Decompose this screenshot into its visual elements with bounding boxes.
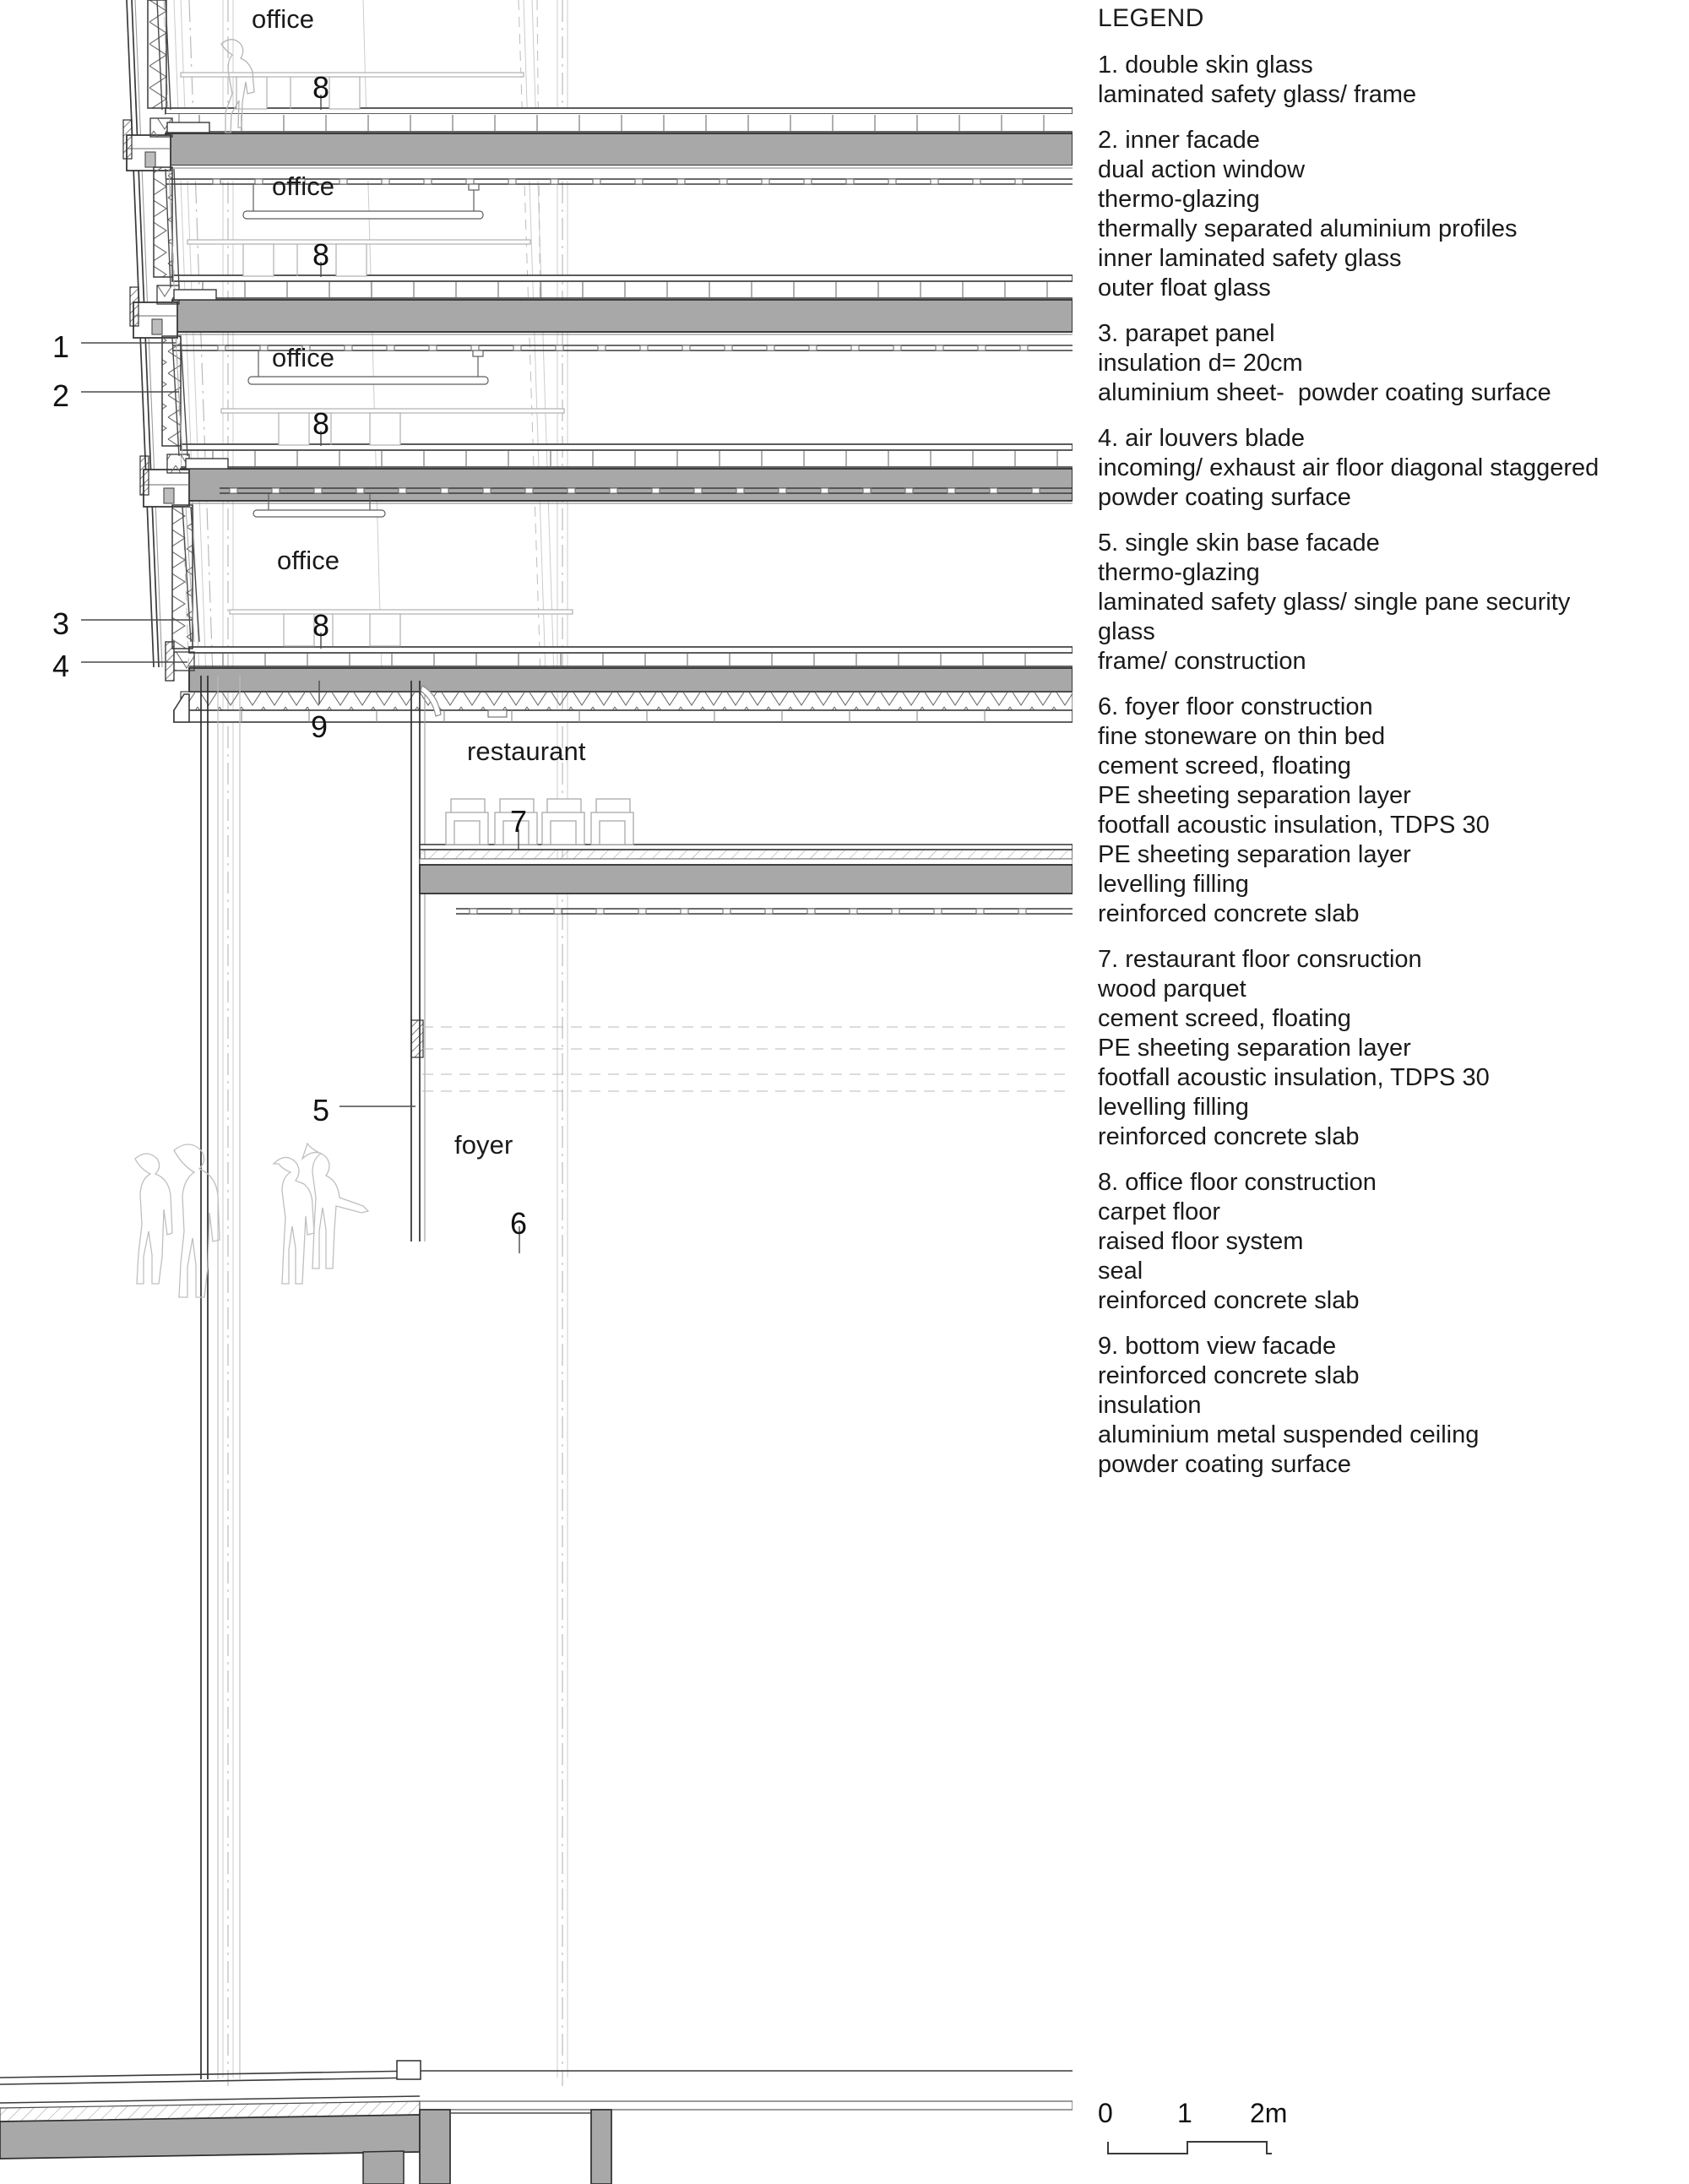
legend-entry bbox=[1098, 424, 1672, 513]
scale-tick-1: 1 bbox=[1177, 2098, 1192, 2128]
legend-entry-line: outer float glass bbox=[1098, 274, 1271, 302]
legend-entry-line: cement screed, floating bbox=[1098, 752, 1351, 780]
callout-number-8: 8 bbox=[312, 237, 330, 272]
legend-entry-line: insulation bbox=[1098, 1392, 1202, 1419]
parapet-panel-level-4 bbox=[166, 505, 194, 681]
legend-entry-line: inner laminated safety glass bbox=[1098, 245, 1402, 272]
ground-floor-construction bbox=[0, 2071, 1073, 2184]
floor-slab-level-3 bbox=[181, 444, 1073, 517]
legend-entry bbox=[1098, 945, 1672, 1152]
scale-tick-2: 2m bbox=[1250, 2098, 1288, 2128]
callout-number-8: 8 bbox=[312, 608, 330, 643]
legend-entry-line: seal bbox=[1098, 1258, 1143, 1285]
callout-number-8: 8 bbox=[312, 70, 330, 105]
legend-entry-line: aluminium sheet- powder coating surface bbox=[1098, 379, 1551, 406]
callout-number-5: 5 bbox=[312, 1093, 330, 1127]
legend-entry bbox=[1098, 693, 1672, 929]
legend-entry-line: aluminium metal suspended ceiling bbox=[1098, 1421, 1480, 1448]
callout-number-2: 2 bbox=[52, 378, 70, 413]
legend-entry-head: 8. office floor construction bbox=[1098, 1169, 1377, 1196]
legend-entry-line: reinforced concrete slab bbox=[1098, 900, 1360, 927]
office-furniture-level-3 bbox=[221, 409, 564, 445]
legend-entry-line: PE sheeting separation layer bbox=[1098, 841, 1411, 868]
base-facade-ghost-mullion bbox=[218, 676, 240, 2079]
scale-bar-labels bbox=[1098, 2098, 1334, 2135]
floor-slab-level-1 bbox=[166, 108, 1073, 219]
legend-entry-line: glass bbox=[1098, 618, 1155, 645]
legend-entry-line: laminated safety glass/ single pane security bbox=[1098, 589, 1571, 616]
legend-entry-line: PE sheeting separation layer bbox=[1098, 1035, 1411, 1062]
legend-entry bbox=[1098, 1168, 1672, 1316]
callout-number-6: 6 bbox=[510, 1206, 528, 1241]
callout-number-4: 4 bbox=[52, 649, 70, 683]
legend-entry bbox=[1098, 529, 1672, 676]
office-furniture-level-2 bbox=[187, 240, 530, 276]
legend-entry-head: 1. double skin glass bbox=[1098, 52, 1313, 79]
callout-number-7: 7 bbox=[510, 804, 528, 839]
single-skin-base-facade bbox=[201, 676, 208, 2079]
legend-entry-line: footfall acoustic insulation, TDPS 30 bbox=[1098, 1064, 1490, 1091]
legend-entry-line: incoming/ exhaust air floor diagonal staggered bbox=[1098, 454, 1599, 481]
legend-entry-line: powder coating surface bbox=[1098, 484, 1351, 511]
legend-entry-head: 6. foyer floor construction bbox=[1098, 693, 1373, 720]
legend-entry-line: levelling filling bbox=[1098, 1094, 1249, 1121]
room-label-office: office bbox=[277, 546, 340, 575]
legend-entry-line: wood parquet bbox=[1098, 975, 1246, 1002]
legend-entry-line: insulation d= 20cm bbox=[1098, 350, 1303, 377]
legend-entry-line: thermally separated aluminium profiles bbox=[1098, 215, 1518, 242]
room-label-restaurant: restaurant bbox=[467, 736, 586, 766]
office-furniture-level-4 bbox=[230, 610, 573, 646]
callout-number-8: 8 bbox=[312, 406, 330, 441]
legend-entry-head: 7. restaurant floor consruction bbox=[1098, 946, 1422, 973]
legend-entry-line: reinforced concrete slab bbox=[1098, 1287, 1360, 1314]
legend-entry-line: levelling filling bbox=[1098, 871, 1249, 898]
legend-entry-head: 4. air louvers blade bbox=[1098, 425, 1306, 452]
legend-entry-line: laminated safety glass/ frame bbox=[1098, 81, 1417, 108]
scale-bar-graphic bbox=[1106, 2138, 1309, 2164]
legend-entry-head: 5. single skin base facade bbox=[1098, 530, 1380, 557]
room-label-office: office bbox=[272, 171, 335, 201]
legend-entry-line: dual action window bbox=[1098, 156, 1306, 183]
room-label-foyer: foyer bbox=[454, 1130, 513, 1160]
legend-entry-line: PE sheeting separation layer bbox=[1098, 782, 1411, 809]
legend-entry bbox=[1098, 126, 1672, 303]
facade-splice-detail bbox=[411, 1020, 423, 1057]
foyer-upper-dashed-soffit bbox=[422, 1027, 1073, 1091]
legend-entry-head: 2. inner facade bbox=[1098, 127, 1260, 154]
legend-entry-line: reinforced concrete slab bbox=[1098, 1362, 1360, 1389]
callout-number-9: 9 bbox=[311, 709, 329, 744]
standing-people-silhouettes bbox=[135, 1144, 368, 1297]
legend-panel bbox=[1098, 0, 1681, 2184]
legend-entry-head: 9. bottom view facade bbox=[1098, 1333, 1337, 1360]
air-louvers-blade bbox=[166, 642, 174, 681]
legend-entry-line: carpet floor bbox=[1098, 1198, 1221, 1225]
legend-entry-line: cement screed, floating bbox=[1098, 1005, 1351, 1032]
room-label-office: office bbox=[252, 4, 315, 34]
legend-entry-line: powder coating surface bbox=[1098, 1451, 1351, 1478]
legend-entry-head: 3. parapet panel bbox=[1098, 320, 1275, 347]
legend-entry-line: thermo-glazing bbox=[1098, 186, 1260, 213]
room-label-office: office bbox=[272, 343, 335, 372]
ground-threshold-detail bbox=[397, 2061, 421, 2079]
legend-entry-line: reinforced concrete slab bbox=[1098, 1123, 1360, 1150]
legend-entry-line: frame/ construction bbox=[1098, 648, 1306, 675]
legend-entry-line: footfall acoustic insulation, TDPS 30 bbox=[1098, 812, 1490, 839]
legend-entry bbox=[1098, 1332, 1672, 1480]
legend-title: LEGEND bbox=[1098, 4, 1204, 32]
legend-entry-line: raised floor system bbox=[1098, 1228, 1304, 1255]
restaurant-chairs bbox=[446, 799, 633, 845]
scale-tick-0: 0 bbox=[1098, 2098, 1113, 2128]
legend-list bbox=[1098, 51, 1672, 1496]
legend-entry-line: fine stoneware on thin bed bbox=[1098, 723, 1386, 750]
callout-number-3: 3 bbox=[52, 606, 70, 641]
legend-entry-line: thermo-glazing bbox=[1098, 559, 1260, 586]
legend-entry bbox=[1098, 319, 1672, 408]
callout-number-1: 1 bbox=[52, 329, 70, 364]
floor-slab-level-4-cantilever bbox=[174, 647, 1073, 722]
scale-bar bbox=[1098, 2098, 1334, 2176]
legend-entry bbox=[1098, 51, 1672, 110]
